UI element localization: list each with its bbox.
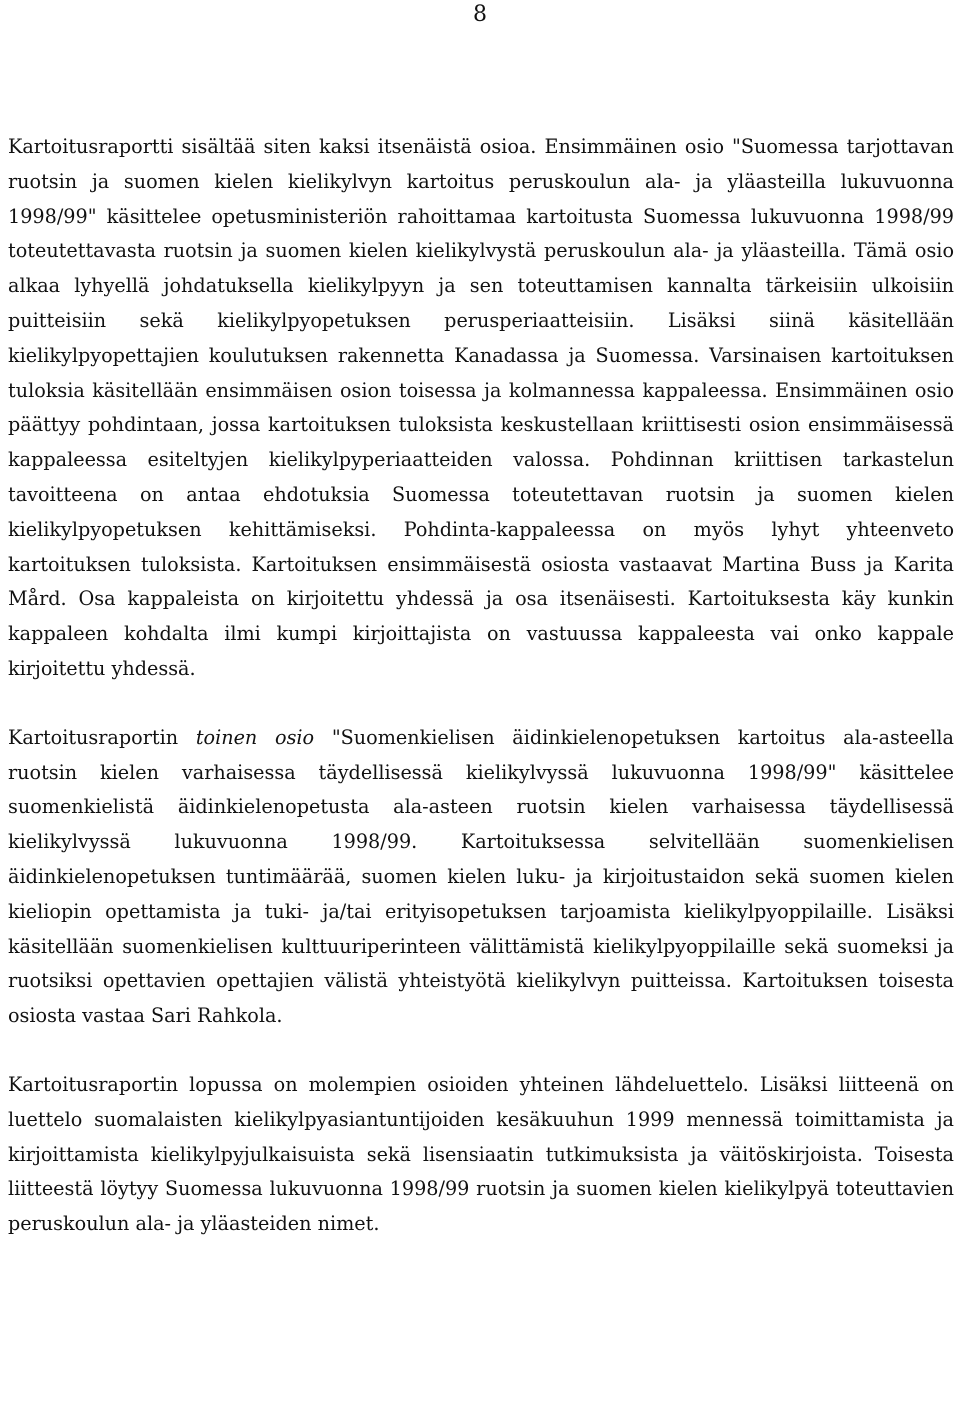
paragraph-lead-text: Kartoitusraportin — [8, 725, 196, 749]
paragraph-rest-text: "Suomenkielisen äidinkielenopetuksen kartoitus ala-asteella ruotsin kielen varhaisessa täydellisessä kielikylvyssä lukuvuonna 1998/99" käsittelee suomenkielistä äidinkielenopetusta ala-asteen ruotsin kielen varhaisessa täydellisessä kielikylvyssä lukuvuonna 1998/99. Kartoituksessa selvitellään suomenkielisen äidinkielenopetuksen tuntimäärää, suomen kielen luku- ja kirjoitustaidon sekä suomen kielen kieliopin opettamista ja tuki- ja/tai erityisopetuksen tarjoamista kielikylpyoppilaille. Lisäksi käsitellään suomenkielisen kulttuuriperinteen välittämistä kielikylpyoppilaille sekä suomeksi ja ruotsiksi opettavien opettajien välistä yhteistyötä kielikylvyn puitteissa. Kartoituksen toisesta osiosta vastaa Sari Rahkola. — [8, 725, 954, 1028]
page-number: 8 — [473, 2, 487, 27]
paragraph-report-part-one: Kartoitusraportti sisältää siten kaksi itsenäistä osioa. Ensimmäinen osio "Suomessa tarjottavan ruotsin ja suomen kielen kielikylvyn kartoitus peruskoulun ala- ja yläasteilla lukuvuonna 1998/99" käsittelee opetusministeriön rahoittamaa kartoitusta Suomessa lukuvuonna 1998/99 toteutettavasta ruotsin ja suomen kielen kielikylvystä peruskoulun ala- ja yläasteilla. Tämä osio alkaa lyhyellä johdatuksella kielikylpyyn ja sen toteuttamisen kannalta tärkeisiin ulkoisiin puitteisiin sekä kielikylpyopetuksen perusperiaatteisiin. Lisäksi siinä käsitellään kielikylpyopettajien koulutuksen rakennetta Kanadassa ja Suomessa. Varsinaisen kartoituksen tuloksia käsitellään ensimmäisen osion toisessa ja kolmannessa kappaleessa. Ensimmäinen osio päättyy pohdintaan, jossa kartoituksen tuloksista keskustellaan kriittisesti osion ensimmäisessä kappaleessa esiteltyjen kielikylpyperiaatteiden valossa. Pohdinnan kriittisen tarkastelun tavoitteena on antaa ehdotuksia Suomessa toteutettavan ruotsin ja suomen kielen kielikylpyopetuksen kehittämiseksi. Pohdinta-kappaleessa on myös lyhyt yhteenveto kartoituksen tuloksista. Kartoituksen ensimmäisestä osiosta vastaavat Martina Buss ja Karita Mård. Osa kappaleista on kirjoitettu yhdessä ja osa itsenäisesti. Kartoituksesta käy kunkin kappaleen kohdalta ilmi kumpi kirjoittajista on vastuussa kappaleesta vai onko kappale kirjoitettu yhdessä. — [8, 135, 954, 680]
paragraph-report-part-two — [8, 721, 954, 1034]
italic-term-toinen-osio: toinen osio — [195, 725, 315, 749]
document-body — [8, 130, 954, 1242]
paragraph-bibliography-appendices: Kartoitusraportin lopussa on molempien osioiden yhteinen lähdeluettelo. Lisäksi liitteenä on luettelo suomalaisten kielikylpyasiantuntijoiden kesäkuuhun 1999 mennessä toimittamista ja kirjoittamista kielikylpyjulkaisuista sekä lisensiaatin tutkimuksista ja väitöskirjoista. Toisesta liitteestä löytyy Suomessa lukuvuonna 1998/99 ruotsin ja suomen kielen kielikylpyä toteuttavien peruskoulun ala- ja yläasteiden nimet. — [8, 1072, 954, 1236]
